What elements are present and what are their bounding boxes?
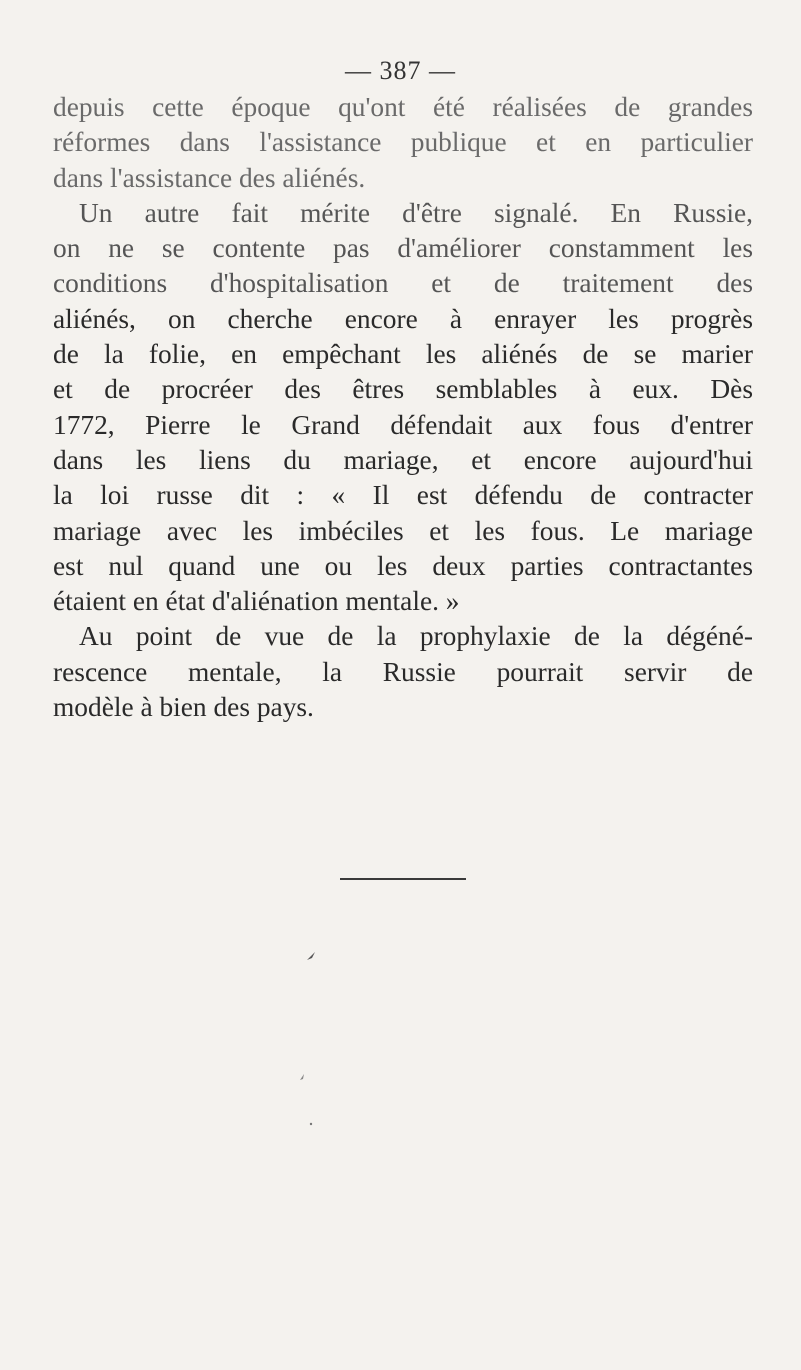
text-line: depuis cette époque qu'ont été réalisées de grandes xyxy=(53,92,753,122)
ink-speck xyxy=(300,1074,304,1080)
text-line: mariage avec les imbéciles et les fous. Le mariage xyxy=(53,515,753,546)
text-line: Au point de vue de la prophylaxie de la dégéné- xyxy=(79,621,753,652)
text-line: dans l'assistance des aliénés. xyxy=(53,162,366,193)
text-line: est nul quand une ou les deux parties contractantes xyxy=(53,550,753,581)
text-line: modèle à bien des pays. xyxy=(53,692,314,723)
text-line: conditions d'hospitalisation et de traitement des xyxy=(53,268,753,299)
ink-speck xyxy=(307,952,315,960)
ink-speck xyxy=(310,1123,312,1125)
text-line: et de procréer des êtres semblables à eux. Dès xyxy=(53,374,753,405)
text-line: rescence mentale, la Russie pourrait servir de xyxy=(53,656,753,687)
text-line: 1772, Pierre le Grand défendait aux fous d'entrer xyxy=(53,409,753,440)
text-line: Un autre fait mérite d'être signalé. En Russie, xyxy=(79,197,753,228)
text-line: aliénés, on cherche encore à enrayer les progrès xyxy=(53,303,753,334)
text-line: réformes dans l'assistance publique et en particulier xyxy=(53,127,753,158)
text-line: étaient en état d'aliénation mentale. » xyxy=(53,586,460,617)
text-line: la loi russe dit : « Il est défendu de contracter xyxy=(53,480,753,511)
text-line: dans les liens du mariage, et encore aujourd'hui xyxy=(53,444,753,475)
section-end-rule xyxy=(340,878,466,880)
text-line: de la folie, en empêchant les aliénés de se marier xyxy=(53,339,753,370)
page-number: — 387 — xyxy=(345,56,456,85)
text-line: on ne se contente pas d'améliorer constamment les xyxy=(53,233,753,264)
body-text xyxy=(53,90,753,725)
